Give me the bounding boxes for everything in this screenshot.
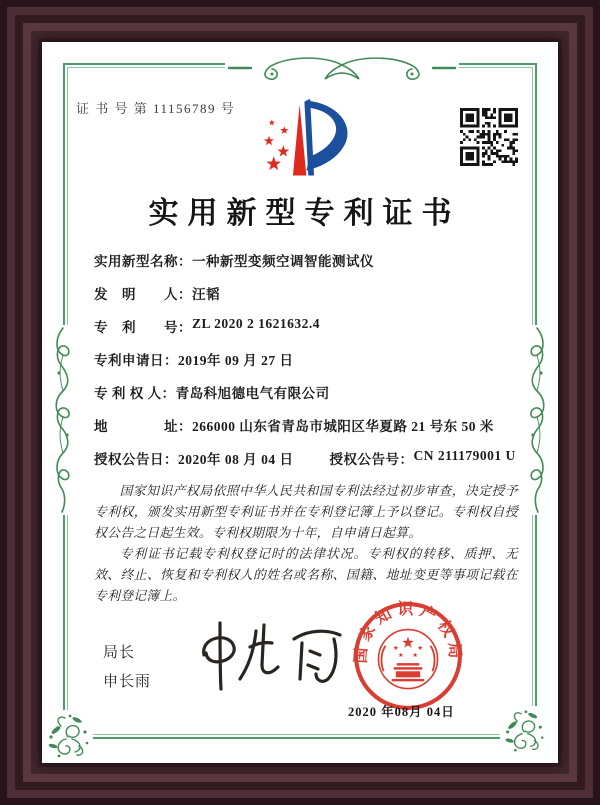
seal-national-emblem — [378, 630, 437, 689]
field-value: 2019年 09 月 27 日 — [178, 353, 294, 368]
qr-code — [460, 108, 518, 166]
seal-date: 2020 年08月 04日 — [348, 705, 455, 719]
handwritten-signature — [190, 616, 350, 708]
bottom-left-floral-ornament — [43, 710, 93, 760]
field-row-address — [94, 415, 518, 435]
cnipa-logo-icon — [245, 96, 360, 184]
field-row-filing-date — [94, 349, 518, 369]
seal-ring-text: 国家知识产权局 — [352, 601, 464, 664]
legal-paragraph-1: 国家知识产权局依照中华人民共和国专利法经过初步审查，决定授予专利权，颁发实用新型专利证书并在专利登记簿上予以登记。专利权自授权公告之日起生效。专利权期限为十年，自申请日起算。 — [94, 484, 518, 540]
legal-text — [94, 481, 518, 607]
field-value: 一种新型变频空调智能测试仪 — [192, 254, 374, 269]
field-label: 实用新型名称： — [94, 254, 192, 269]
commissioner-title: 局长 — [103, 644, 136, 661]
field-value: 266000 山东省青岛市城阳区华夏路 21 号东 50 米 — [192, 419, 494, 434]
logo-red-wedge — [293, 105, 306, 176]
grant-date-value: 2020年 08 月 04 日 — [178, 452, 294, 467]
field-value: 汪韬 — [192, 287, 220, 302]
official-seal — [352, 600, 464, 712]
certificate-paper — [42, 42, 558, 763]
field-label: 发 明 人： — [94, 287, 192, 302]
certificate-number: 证 书 号 第 11156789 号 — [76, 101, 236, 116]
commissioner-block — [103, 638, 151, 696]
field-row-grant — [94, 448, 518, 468]
svg-text:国家知识产权局 — [352, 600, 464, 664]
right-flourish-ornament — [524, 325, 550, 515]
grant-no-label: 授权公告号： — [329, 452, 414, 467]
left-flourish-ornament — [50, 325, 76, 515]
field-row-patent-no — [94, 316, 518, 336]
field-value: 青岛科旭德电气有限公司 — [175, 386, 330, 401]
field-row-name — [94, 250, 518, 270]
field-row-patentee — [94, 382, 518, 402]
top-flourish-ornament — [225, 52, 459, 84]
commissioner-name: 申长雨 — [103, 673, 152, 690]
field-label: 专 利 号： — [94, 320, 192, 335]
grant-date-label: 授权公告日： — [94, 452, 178, 467]
field-value: ZL 2020 2 1621632.4 — [192, 316, 321, 331]
certificate-title: 实用新型专利证书 — [148, 197, 461, 230]
field-label: 专利申请日： — [94, 353, 178, 368]
bottom-right-floral-ornament — [500, 706, 548, 754]
field-label: 专 利 权 人： — [94, 386, 176, 401]
field-row-inventor — [94, 283, 518, 303]
field-label: 地 址： — [94, 419, 192, 434]
legal-paragraph-2: 专利证书记载专利权登记时的法律状况。专利权的转移、质押、无效、终止、恢复和专利权人的姓名或名称、国籍、地址变更等事项记载在专利登记簿上。 — [94, 546, 518, 603]
grant-no-value: CN 211179001 U — [413, 448, 516, 463]
certificate-fields — [94, 250, 518, 607]
